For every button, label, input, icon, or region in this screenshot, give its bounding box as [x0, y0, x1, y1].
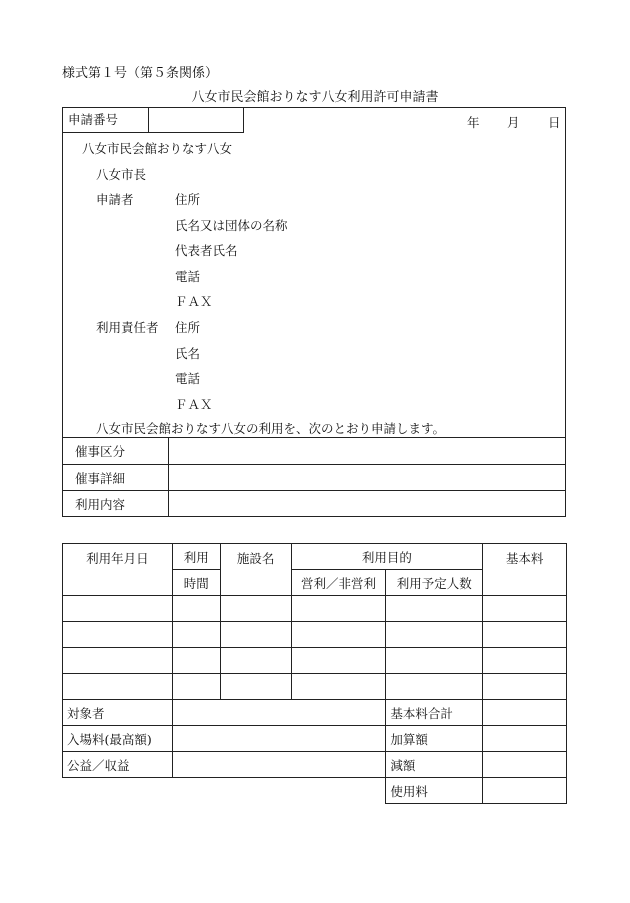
profit-cell[interactable] — [291, 596, 386, 622]
applicant-label: 申請者 — [96, 192, 134, 207]
date-cell[interactable] — [63, 596, 173, 622]
admission-field[interactable] — [172, 726, 386, 752]
time-cell[interactable] — [172, 596, 220, 622]
manager-label: 利用責任者 — [96, 320, 159, 335]
manager-phone-label: 電話 — [175, 371, 201, 386]
people-cell[interactable] — [386, 648, 483, 674]
facility-cell[interactable] — [220, 622, 291, 648]
people-cell[interactable] — [386, 622, 483, 648]
target-label: 対象者 — [63, 700, 173, 726]
footer-row — [63, 700, 567, 726]
public-field[interactable] — [172, 752, 386, 778]
fee-cell[interactable] — [483, 622, 567, 648]
header-time-1: 利用 — [172, 544, 220, 570]
time-cell[interactable] — [172, 674, 220, 700]
public-label: 公益／収益 — [63, 752, 173, 778]
table-row — [63, 648, 567, 674]
facility-cell[interactable] — [220, 596, 291, 622]
event-category-label: 催事区分 — [63, 438, 169, 465]
applicant-representative-label: 代表者氏名 — [175, 243, 238, 258]
date-cell[interactable] — [63, 622, 173, 648]
event-row — [63, 438, 566, 465]
table-row — [63, 596, 567, 622]
facility-cell[interactable] — [220, 674, 291, 700]
footer-row — [63, 752, 567, 778]
addition-field[interactable] — [483, 726, 567, 752]
time-cell[interactable] — [172, 622, 220, 648]
event-detail-label: 催事詳細 — [63, 465, 169, 491]
profit-cell[interactable] — [291, 674, 386, 700]
applicant-phone-label: 電話 — [175, 269, 201, 284]
event-row — [63, 491, 566, 517]
addressee-venue: 八女市民会館おりなす八女 — [82, 141, 233, 156]
footer-row — [63, 778, 567, 804]
date-month-label: 月 — [507, 115, 520, 130]
time-cell[interactable] — [172, 648, 220, 674]
date-year-label: 年 — [467, 115, 480, 130]
total-label: 基本料合計 — [386, 700, 483, 726]
applicant-fax-label: ＦＡＸ — [175, 294, 213, 309]
usage-fee-label: 使用料 — [386, 778, 483, 804]
usage-header-row — [63, 544, 567, 570]
footer-row — [63, 726, 567, 752]
people-cell[interactable] — [386, 596, 483, 622]
profit-cell[interactable] — [291, 648, 386, 674]
header-base-fee: 基本料 — [483, 544, 567, 596]
total-field[interactable] — [483, 700, 567, 726]
header-facility: 施設名 — [220, 544, 291, 596]
usage-content-label: 利用内容 — [63, 491, 169, 517]
header-purpose: 利用目的 — [291, 544, 483, 570]
addition-label: 加算額 — [386, 726, 483, 752]
usage-table — [62, 543, 567, 804]
manager-fax-label: ＦＡＸ — [175, 397, 213, 412]
people-cell[interactable] — [386, 674, 483, 700]
manager-name-label: 氏名 — [175, 346, 201, 361]
blank-cell — [63, 778, 386, 804]
date-cell[interactable] — [63, 674, 173, 700]
table-row — [63, 622, 567, 648]
document-title: 八女市民会館おりなす八女利用許可申請書 — [191, 90, 439, 105]
application-statement: 八女市民会館おりなす八女の利用を、次のとおり申請します。 — [96, 421, 446, 436]
applicant-name-label: 氏名又は団体の名称 — [175, 218, 288, 233]
header-date: 利用年月日 — [63, 544, 173, 596]
fee-cell[interactable] — [483, 674, 567, 700]
date-cell[interactable] — [63, 648, 173, 674]
table-row — [63, 674, 567, 700]
applicant-address-label: 住所 — [175, 192, 201, 207]
header-time-2: 時間 — [172, 570, 220, 596]
header-profit: 営利／非営利 — [291, 570, 386, 596]
target-field[interactable] — [172, 700, 386, 726]
date-day-label: 日 — [548, 115, 561, 130]
fee-cell[interactable] — [483, 596, 567, 622]
header-people: 利用予定人数 — [386, 570, 483, 596]
event-row — [63, 465, 566, 491]
reduction-label: 減額 — [386, 752, 483, 778]
application-number-label: 申請番号 — [62, 107, 149, 133]
profit-cell[interactable] — [291, 622, 386, 648]
facility-cell[interactable] — [220, 648, 291, 674]
admission-label: 入場料(最高額) — [63, 726, 173, 752]
reduction-field[interactable] — [483, 752, 567, 778]
addressee-mayor: 八女市長 — [96, 167, 147, 182]
event-table — [62, 437, 566, 517]
form-number-label: 様式第１号（第５条関係） — [62, 66, 219, 81]
application-number-field[interactable] — [149, 107, 244, 133]
usage-fee-field[interactable] — [483, 778, 567, 804]
event-detail-field[interactable] — [169, 465, 566, 491]
manager-address-label: 住所 — [175, 320, 201, 335]
usage-content-field[interactable] — [169, 491, 566, 517]
event-category-field[interactable] — [169, 438, 566, 465]
fee-cell[interactable] — [483, 648, 567, 674]
